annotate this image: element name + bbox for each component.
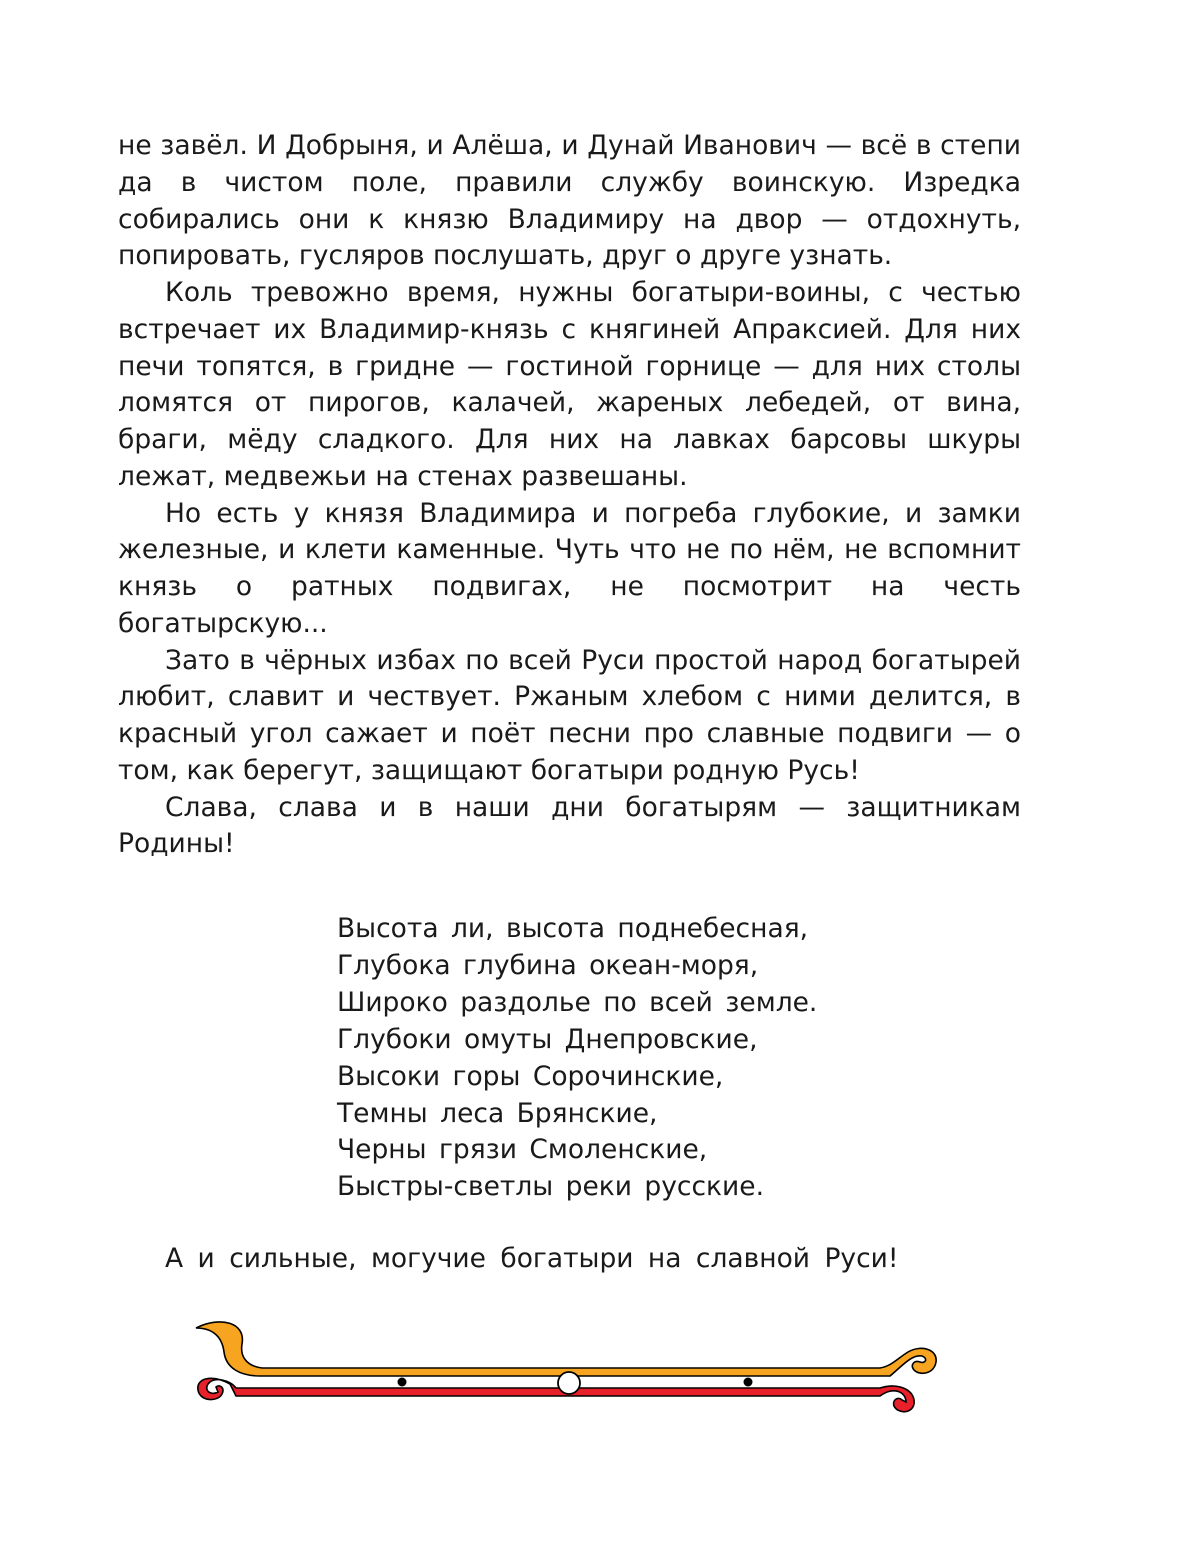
decorative-divider-ornament <box>190 1308 950 1418</box>
poem-line: Быстры-светлы реки русские. <box>337 1171 765 1203</box>
prose-block <box>118 128 1021 863</box>
poem-line: Высота ли, высота поднебесная, <box>337 913 809 944</box>
paragraph: Слава, слава и в наши дни богатырям — защитникам Родины! <box>118 791 1021 860</box>
poem-line: Глубоки омуты Днепровские, <box>337 1023 758 1055</box>
poem-stanza <box>337 911 977 1206</box>
poem-line: Высоки горы Сорочинские, <box>337 1060 724 1092</box>
poem-line: Глубока глубина океан-моря, <box>337 949 759 981</box>
ornament-red-bar <box>198 1378 914 1411</box>
paragraph: Но есть у князя Владимира и погреба глубокие, и замки железные, и клети каменные. Чуть что не по нём, не вспомнит князь о ратных подвигах, не посмотрит на честь богатырскую... <box>118 497 1021 639</box>
poem-line: Широко раздолье по всей земле. <box>337 986 818 1018</box>
paragraph: не завёл. И Добрыня, и Алёша, и Дунай Иванович — всё в степи да в чистом поле, правили службу воинскую. Изредка собирались они к князю Владимиру на двор — отдохнуть, попировать, гусляров послушать, друг о друге узнать. <box>118 130 1021 272</box>
ornament-dot <box>398 1378 407 1387</box>
poem-line: Черны грязи Смоленские, <box>337 1134 708 1166</box>
ornament-orange-bar <box>196 1322 936 1376</box>
paragraph: Зато в чёрных избах по всей Руси простой народ богатырей любит, славит и чествует. Ржаным хлебом с ними делится, в красный угол сажает и поёт песни про славные подвиги — о том, как берегут, защищают богатыри родную Русь! <box>118 644 1021 786</box>
ornament-dot <box>744 1378 753 1387</box>
paragraph: Коль тревожно время, нужны богатыри-воины, с честью встречает их Владимир-князь с княгиней Апраксией. Для них печи топятся, в гридне — гостиной горнице — для них столы ломятся от пирогов, калачей, жареных лебедей, от вина, браги, мёду сладкого. Для них на лавках барсовы шкуры лежат, медвежьи на стенах развешаны. <box>118 277 1021 492</box>
poem-line: Темны леса Брянские, <box>337 1097 658 1129</box>
ornament-bead <box>558 1372 580 1394</box>
closing-line: А и сильные, могучие богатыри на славной Руси! <box>165 1243 899 1274</box>
